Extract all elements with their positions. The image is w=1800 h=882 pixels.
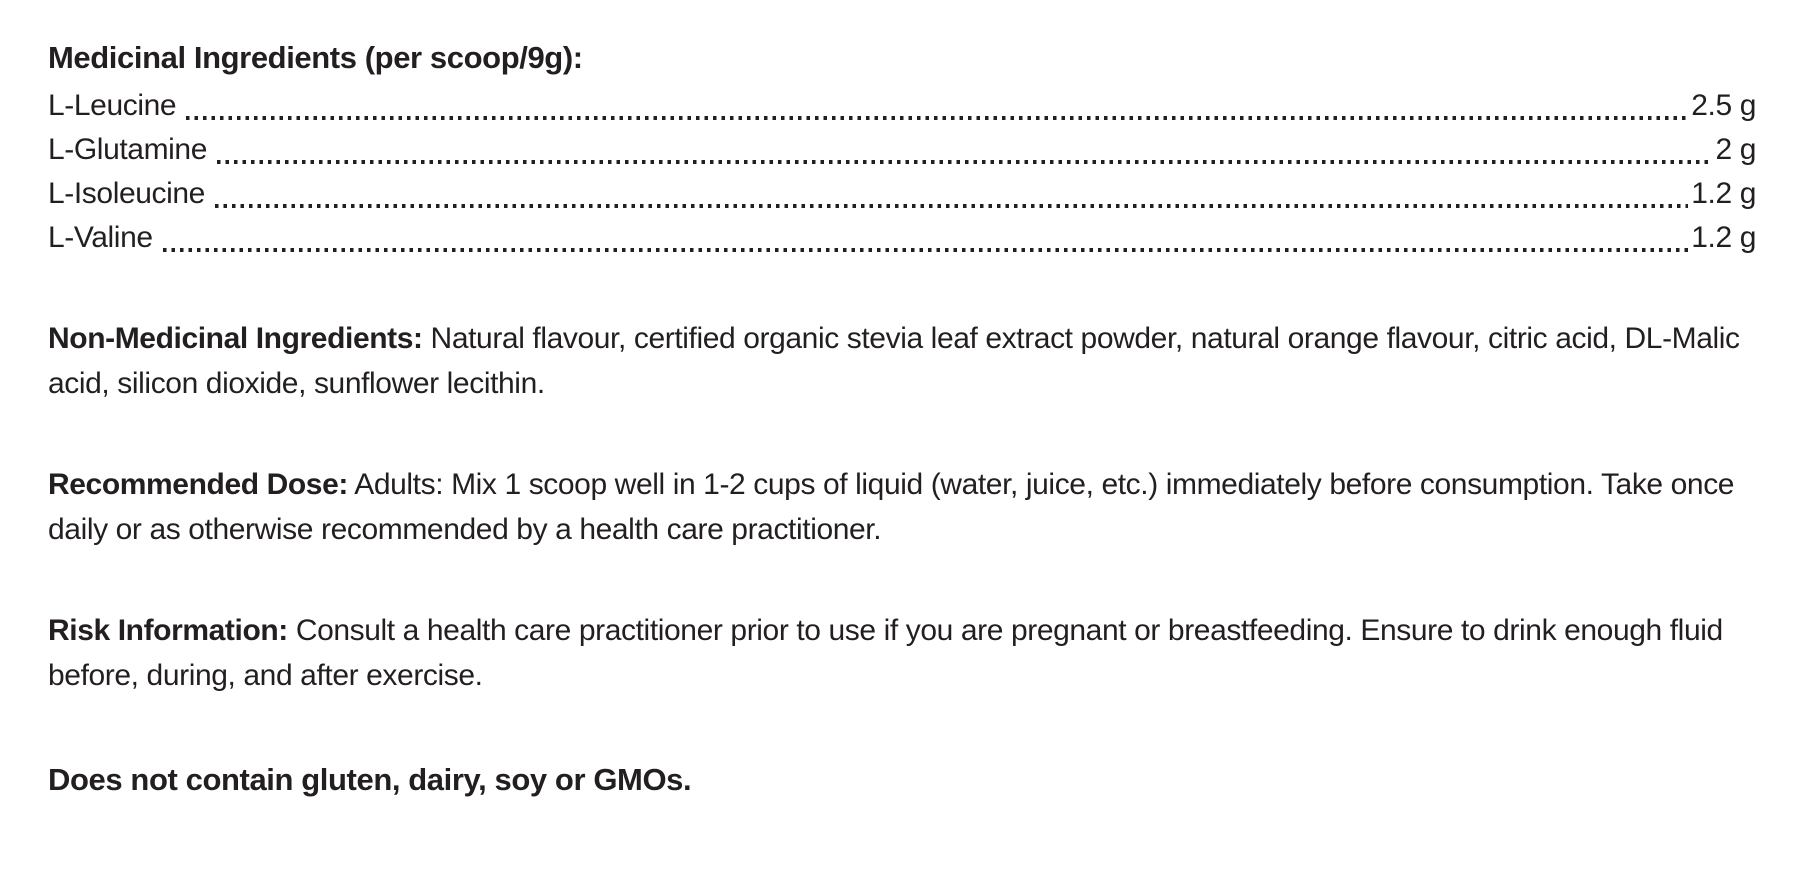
dot-leader — [215, 204, 1688, 208]
ingredient-name: L-Leucine — [48, 89, 177, 122]
recommended-dose-heading: Recommended Dose: — [48, 468, 348, 501]
ingredient-name: L-Valine — [48, 221, 153, 254]
ingredient-amount: 1.2 g — [1691, 177, 1756, 210]
ingredient-name: L-Isoleucine — [48, 177, 205, 210]
ingredient-row — [48, 84, 1756, 128]
recommended-dose-text: Adults: Mix 1 scoop well in 1-2 cups of liquid (water, juice, etc.) immediately before consumption. Take once daily or as otherwise recommended by a health care practitioner. — [48, 468, 1735, 546]
allergen-statement: Does not contain gluten, dairy, soy or GMOs. — [48, 762, 692, 797]
ingredient-row — [48, 128, 1756, 172]
risk-information-text: Consult a health care practitioner prior to use if you are pregnant or breastfeeding. Ensure to drink enough fluid before, during, and after exercise. — [48, 614, 1723, 692]
risk-information-heading: Risk Information: — [48, 614, 288, 647]
ingredient-name: L-Glutamine — [48, 133, 208, 166]
dot-leader — [163, 248, 1689, 252]
risk-information-paragraph — [48, 608, 1748, 698]
dot-leader — [186, 116, 1688, 120]
recommended-dose-paragraph — [48, 462, 1748, 552]
ingredient-amount: 2 g — [1715, 133, 1756, 166]
non-medicinal-ingredients-heading: Non-Medicinal Ingredients: — [48, 322, 423, 355]
medicinal-ingredients-heading: Medicinal Ingredients (per scoop/9g): — [48, 40, 583, 75]
non-medicinal-ingredients-paragraph — [48, 316, 1748, 406]
ingredient-row — [48, 216, 1756, 260]
ingredient-amount: 2.5 g — [1691, 89, 1756, 122]
dot-leader — [217, 160, 1712, 164]
ingredient-row — [48, 172, 1756, 216]
ingredient-amount: 1.2 g — [1691, 221, 1756, 254]
medicinal-ingredients-table — [48, 84, 1756, 260]
non-medicinal-ingredients-text: Natural flavour, certified organic stevia leaf extract powder, natural orange flavour, citric acid, DL-Malic acid, silicon dioxide, sunflower lecithin. — [48, 322, 1740, 400]
